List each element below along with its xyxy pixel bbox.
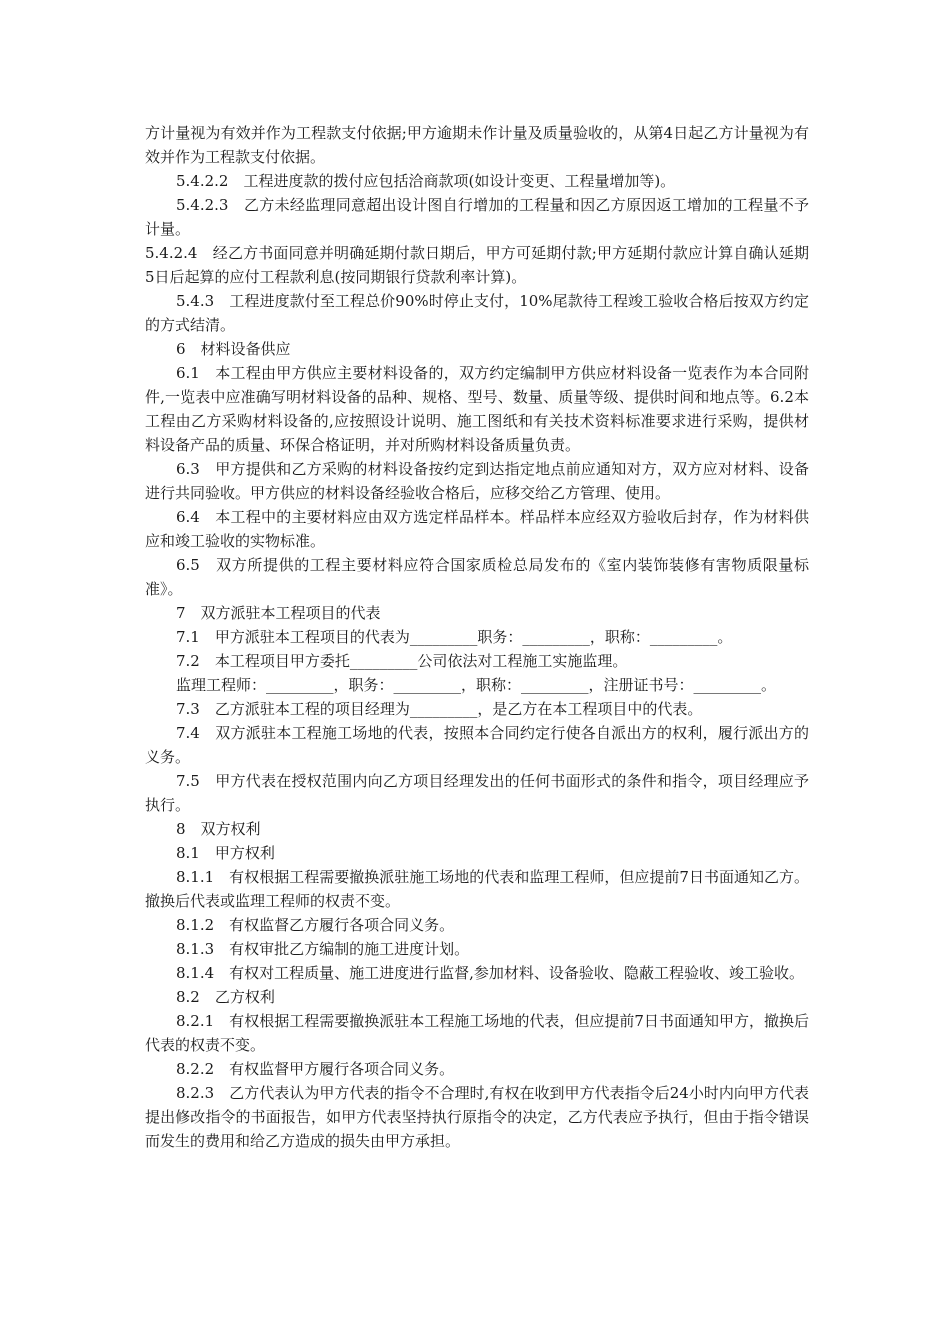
contract-paragraph: 方计量视为有效并作为工程款支付依据;甲方逾期未作计量及质量验收的，从第4日起乙方计量视为有效并作为工程款支付依据。	[145, 124, 809, 166]
contract-paragraph: 8.1.4 有权对工程质量、施工进度进行监督,参加材料、设备验收、隐蔽工程验收、竣工验收。	[176, 964, 804, 982]
contract-paragraph: 7.5 甲方代表在授权范围内向乙方项目经理发出的任何书面形式的条件和指令，项目经理应予执行。	[145, 772, 809, 814]
contract-paragraph: 监理工程师：_________，职务：_________，职称：_________，注册证书号：_________。	[176, 676, 777, 694]
contract-paragraph: 6 材料设备供应	[176, 340, 291, 358]
contract-paragraph: 8.1.2 有权监督乙方履行各项合同义务。	[176, 916, 455, 934]
contract-paragraph: 8.2 乙方权利	[176, 988, 275, 1006]
contract-paragraph: 6.1 本工程由甲方供应主要材料设备的，双方约定编制甲方供应材料设备一览表作为本合同附件,一览表中应准确写明材料设备的品种、规格、型号、数量、质量等级、提供时间和地点等。6.2本工程由乙方采购材料设备的,应按照设计说明、施工图纸和有关技术资料标准要求进行采购，提供材料设备产品的质量、环保合格证明，并对所购材料设备质量负责。	[145, 364, 809, 454]
contract-paragraph: 7.1 甲方派驻本工程项目的代表为_________职务：_________，职称：_________。	[176, 628, 733, 646]
contract-paragraph: 7.3 乙方派驻本工程的项目经理为_________，是乙方在本工程项目中的代表。	[176, 700, 703, 718]
contract-paragraph: 8.1.1 有权根据工程需要撤换派驻施工场地的代表和监理工程师，但应提前7日书面通知乙方。撤换后代表或监理工程师的权责不变。	[145, 868, 809, 910]
contract-paragraph: 7 双方派驻本工程项目的代表	[176, 604, 381, 622]
contract-paragraph: 5.4.2.3 乙方未经监理同意超出设计图自行增加的工程量和因乙方原因返工增加的工程量不予计量。	[145, 196, 809, 238]
document-body	[145, 121, 809, 1153]
contract-paragraph: 7.4 双方派驻本工程施工场地的代表，按照本合同约定行使各自派出方的权利，履行派出方的义务。	[145, 724, 809, 766]
contract-paragraph: 8 双方权利	[176, 820, 261, 838]
contract-paragraph: 8.2.1 有权根据工程需要撤换派驻本工程施工场地的代表，但应提前7日书面通知甲方，撤换后代表的权责不变。	[145, 1012, 809, 1054]
contract-paragraph: 6.3 甲方提供和乙方采购的材料设备按约定到达指定地点前应通知对方，双方应对材料、设备进行共同验收。甲方供应的材料设备经验收合格后，应移交给乙方管理、使用。	[145, 460, 809, 502]
contract-paragraph: 5.4.2.2 工程进度款的拨付应包括洽商款项(如设计变更、工程量增加等)。	[176, 172, 676, 190]
contract-paragraph: 8.2.2 有权监督甲方履行各项合同义务。	[176, 1060, 455, 1078]
contract-paragraph: 5.4.3 工程进度款付至工程总价90%时停止支付，10%尾款待工程竣工验收合格后按双方约定的方式结清。	[145, 292, 809, 334]
contract-paragraph: 8.1 甲方权利	[176, 844, 275, 862]
contract-paragraph: 5.4.2.4 经乙方书面同意并明确延期付款日期后，甲方可延期付款;甲方延期付款应计算自确认延期5日后起算的应付工程款利息(按同期银行贷款利率计算)。	[145, 244, 809, 286]
contract-paragraph: 6.5 双方所提供的工程主要材料应符合国家质检总局发布的《室内装饰装修有害物质限量标准》。	[145, 556, 809, 598]
contract-paragraph: 8.2.3 乙方代表认为甲方代表的指令不合理时,有权在收到甲方代表指令后24小时内向甲方代表提出修改指令的书面报告，如甲方代表坚持执行原指令的决定，乙方代表应予执行，但由于指令错误而发生的费用和给乙方造成的损失由甲方承担。	[145, 1084, 809, 1150]
contract-paragraph: 8.1.3 有权审批乙方编制的施工进度计划。	[176, 940, 470, 958]
contract-paragraph: 7.2 本工程项目甲方委托_________公司依法对工程施工实施监理。	[176, 652, 628, 670]
contract-paragraph: 6.4 本工程中的主要材料应由双方选定样品样本。样品样本应经双方验收后封存，作为材料供应和竣工验收的实物标准。	[145, 508, 809, 550]
